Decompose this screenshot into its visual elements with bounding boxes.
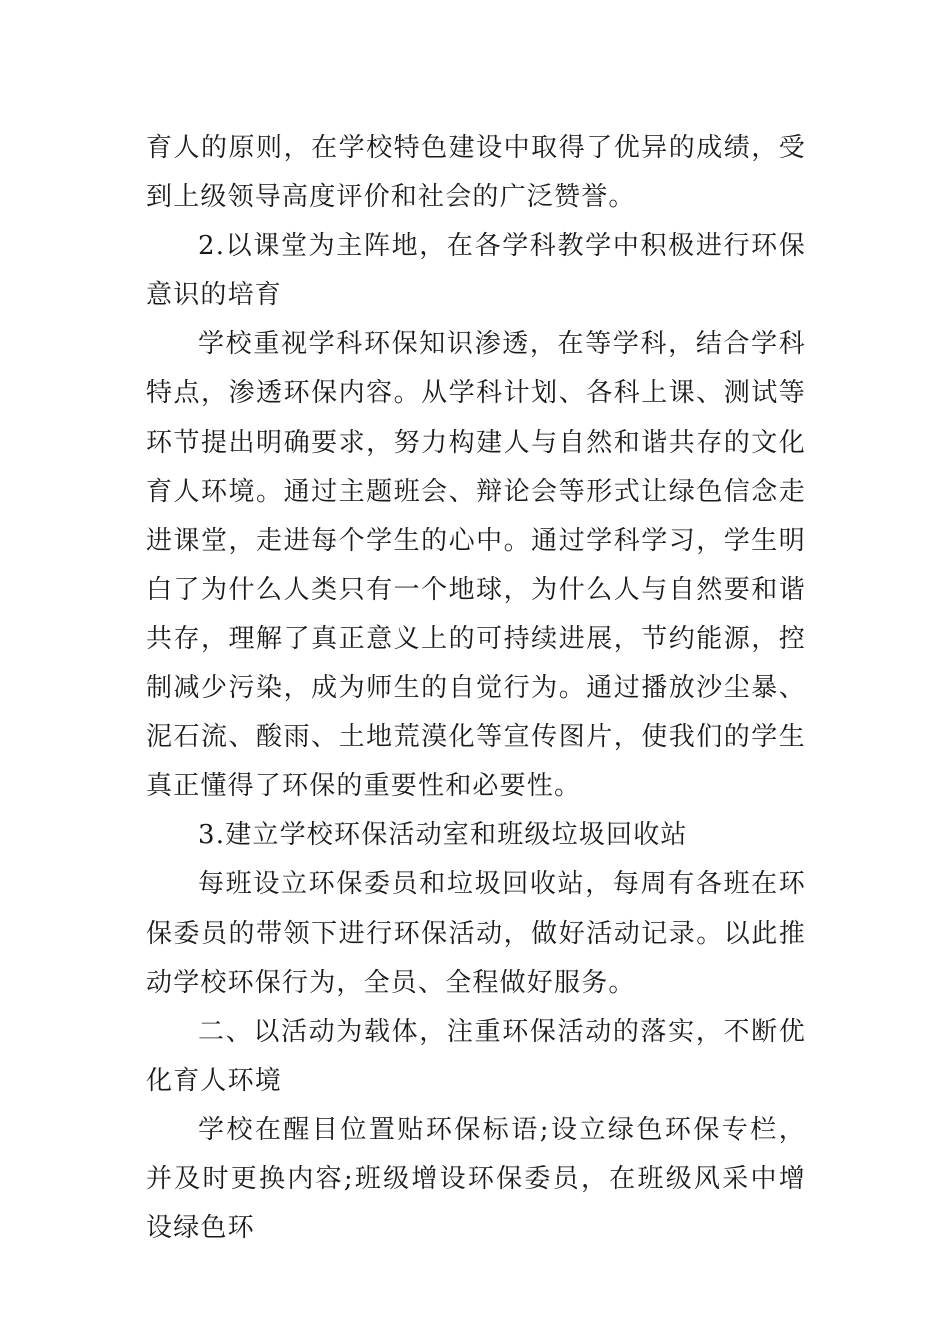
document-body: [146, 124, 806, 1253]
section-heading-2: 2.以课堂为主阵地，在各学科教学中积极进行环保意识的培育: [146, 231, 806, 311]
paragraph-class-committee: 每班设立环保委员和垃圾回收站，每周有各班在环保委员的带领下进行环保活动，做好活动记录。以此推动学校环保行为，全员、全程做好服务。: [146, 869, 806, 998]
section-heading-3: 3.建立学校环保活动室和班级垃圾回收站: [198, 820, 688, 851]
section-heading-activities: 二、以活动为载体，注重环保活动的落实，不断优化育人环境: [146, 1016, 806, 1096]
paragraph-subject-education: 学校重视学科环保知识渗透，在等学科，结合学科特点，渗透环保内容。从学科计划、各科上课、测试等环节提出明确要求，努力构建人与自然和谐共存的文化育人环境。通过主题班会、辩论会等形式让绿色信念走进课堂，走进每个学生的心中。通过学科学习，学生明白了为什么人类只有一个地球，为什么人与自然要和谐共存，理解了真正意义上的可持续进展，节约能源，控制减少污染，成为师生的自觉行为。通过播放沙尘暴、泥石流、酸雨、土地荒漠化等宣传图片，使我们的学生真正懂得了环保的重要性和必要性。: [146, 329, 806, 802]
paragraph-slogans: 学校在醒目位置贴环保标语;设立绿色环保专栏，并及时更换内容;班级增设环保委员，在班级风采中增设绿色环: [146, 1114, 806, 1244]
paragraph-continuation: 育人的原则，在学校特色建设中取得了优异的成绩，受到上级领导高度评价和社会的广泛赞誉。: [146, 133, 806, 213]
